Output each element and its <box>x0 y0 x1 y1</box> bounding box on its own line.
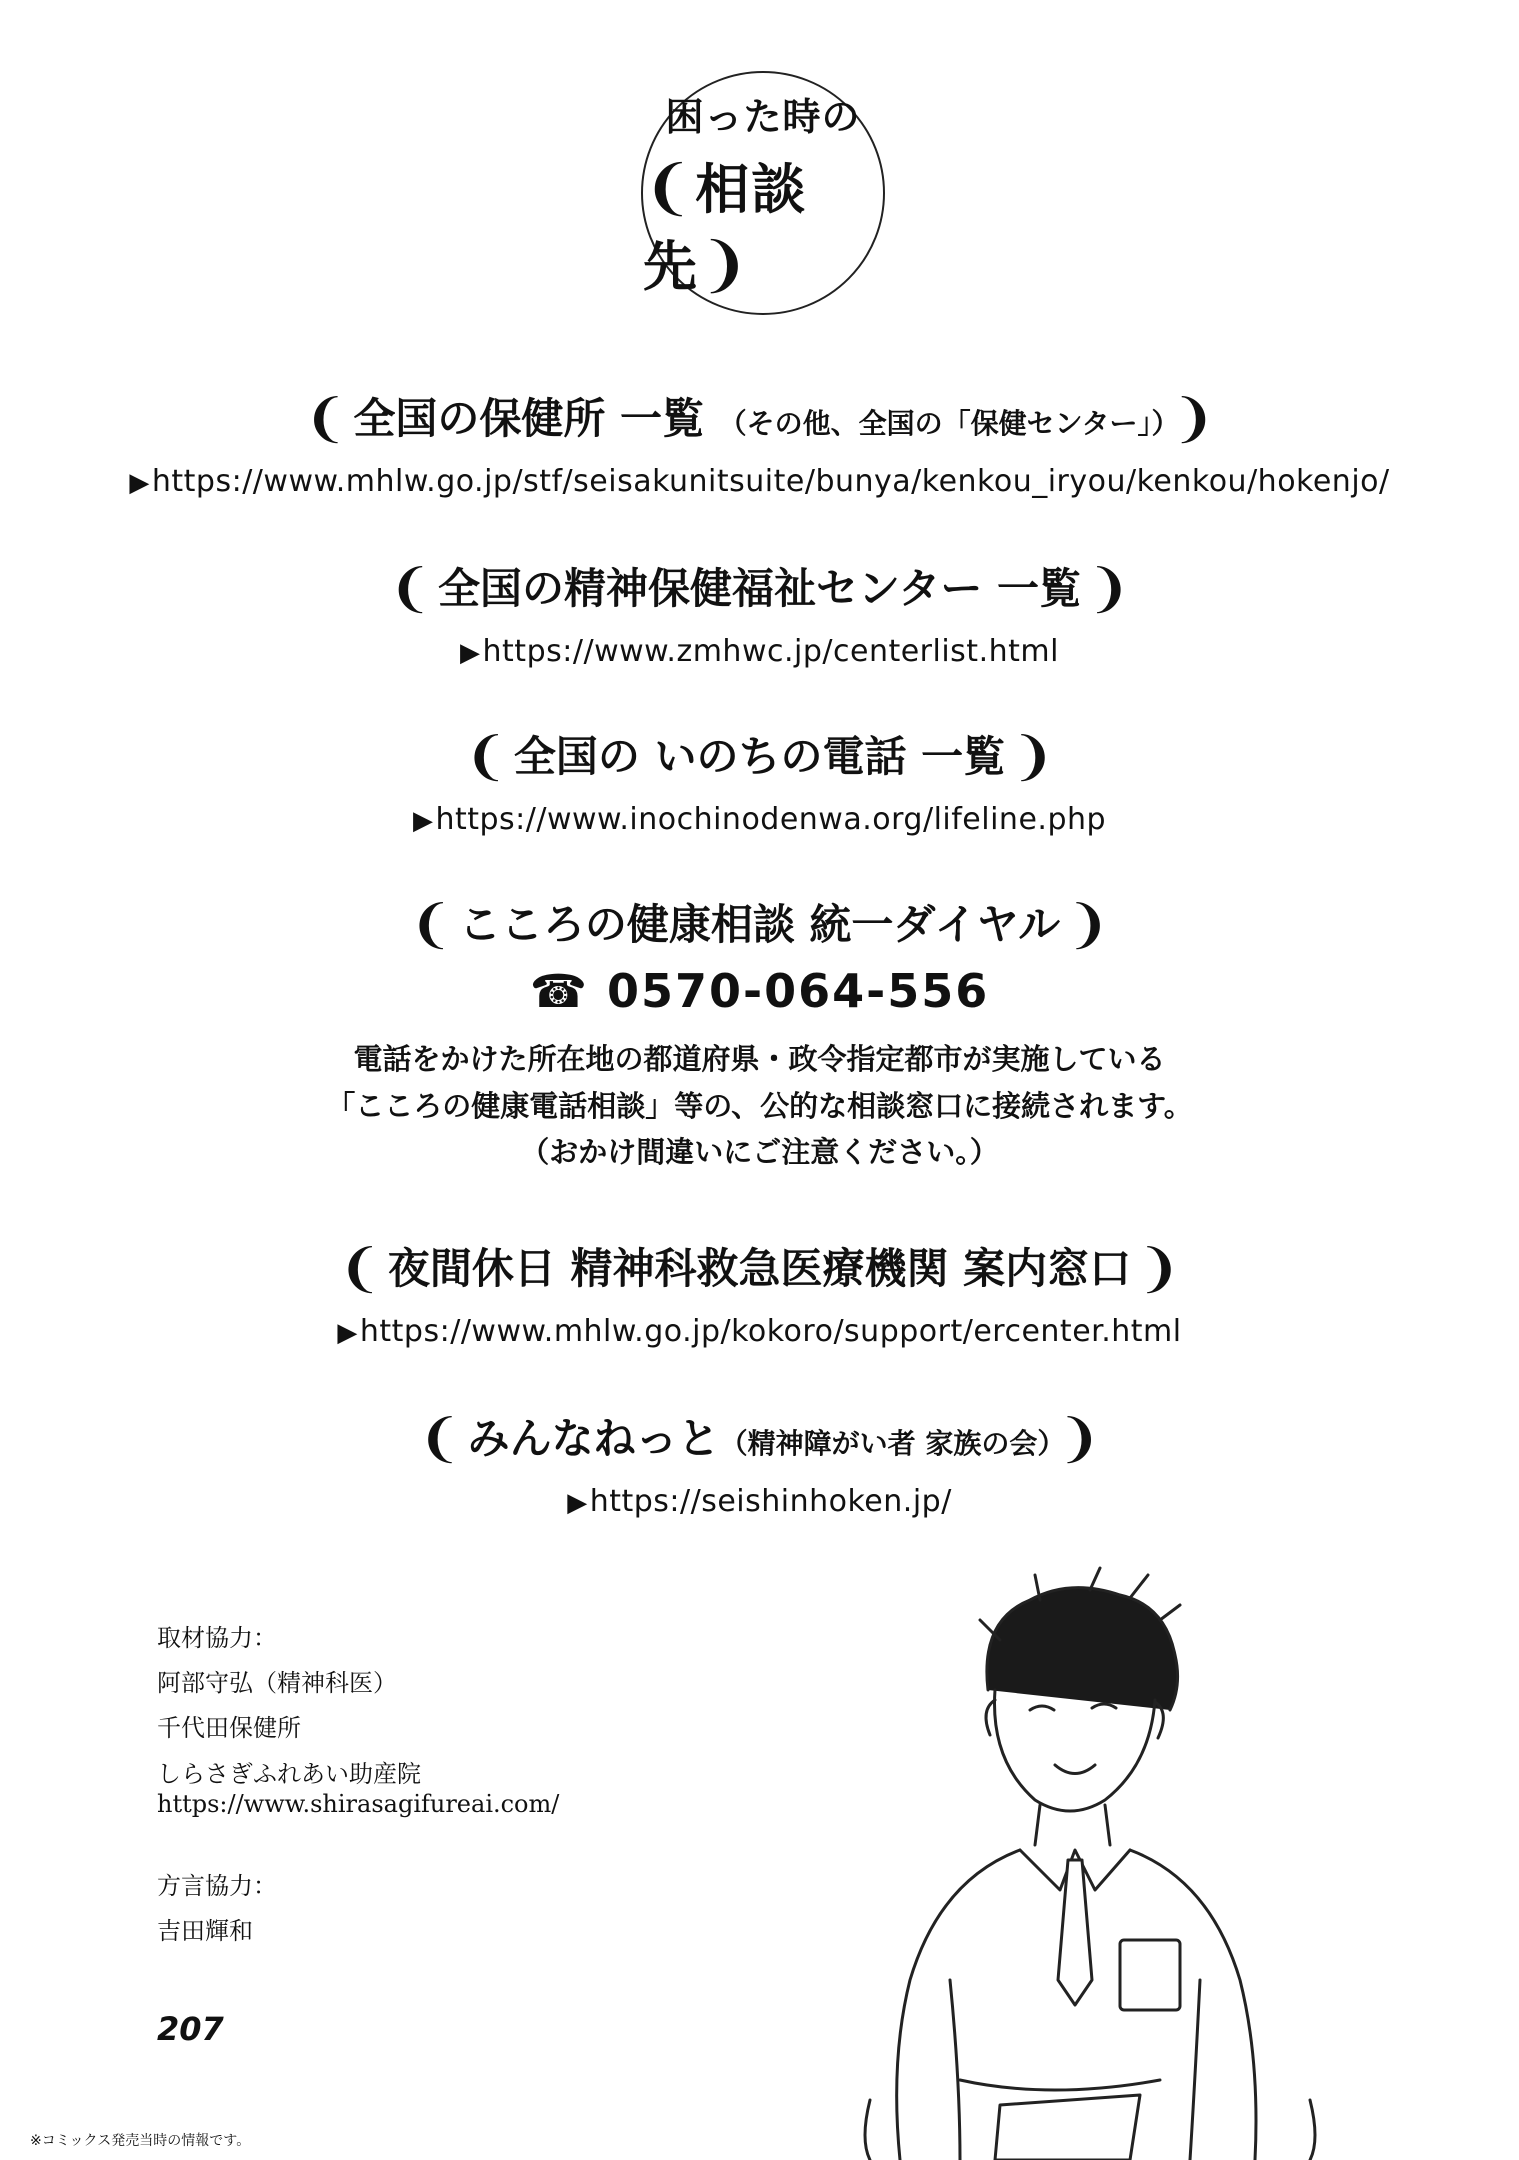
phone-icon: ☎ <box>529 964 590 1019</box>
smiling-man-illustration <box>830 1560 1350 2160</box>
entry-link[interactable] <box>0 464 1519 499</box>
title-line1: 困った時の <box>665 94 861 139</box>
entry-name: 全国の精神保健福祉センター 一覧 <box>438 564 1081 613</box>
desc-line: 「こころの健康電話相談」等の、公的な相談窓口に接続されます。 <box>326 1088 1193 1123</box>
arrow-right-icon: ▶ <box>129 468 150 499</box>
desc-line: 電話をかけた所在地の都道府県・政令指定都市が実施している <box>353 1042 1166 1077</box>
title-circle <box>641 71 885 315</box>
entry-name: 全国の いのちの電話 一覧 <box>513 732 1006 781</box>
phone-number[interactable]: 0570-064-556 <box>607 964 990 1019</box>
page-number: 207 <box>157 2010 224 2048</box>
footnote: ※コミックス発売当時の情報です。 <box>30 2133 251 2149</box>
entry-name: 全国の保健所 一覧 <box>353 394 705 443</box>
bracket-open: ❨ <box>464 727 508 787</box>
entry-heading <box>0 388 1519 450</box>
desc-line: （おかけ間違いにご注意ください。） <box>520 1135 999 1170</box>
bracket-close: ❩ <box>1171 389 1216 449</box>
entry-link[interactable] <box>0 634 1519 669</box>
bracket-close: ❩ <box>1057 1409 1101 1469</box>
entry-link[interactable] <box>0 802 1519 837</box>
entry-name: みんなねっと <box>467 1414 720 1463</box>
arrow-right-icon: ▶ <box>337 1318 358 1349</box>
bracket-open: ❨ <box>409 895 453 955</box>
entry-link[interactable] <box>0 1314 1519 1349</box>
arrow-right-icon: ▶ <box>460 638 481 669</box>
bracket-close: ❩ <box>1011 727 1055 787</box>
title-line2 <box>643 147 883 301</box>
bracket-close: ❩ <box>1086 559 1131 619</box>
entry-phone[interactable] <box>0 964 1519 1018</box>
entry-description <box>0 1036 1519 1175</box>
entry-minna-net <box>0 1408 1519 1519</box>
title-main: 相談先 <box>643 157 808 298</box>
entry-url[interactable]: https://www.inochinodenwa.org/lifeline.php <box>435 802 1107 838</box>
entry-hokenjo <box>0 388 1519 499</box>
bracket-open: ❨ <box>303 389 348 449</box>
entry-seishin-center <box>0 558 1519 669</box>
arrow-right-icon: ▶ <box>412 806 434 837</box>
entry-yakan-kyujitsu <box>0 1238 1519 1349</box>
entry-note: （その他、全国の「保健センター」） <box>718 407 1166 440</box>
bracket-close: ❩ <box>1066 895 1110 955</box>
entry-name: こころの健康相談 統一ダイヤル <box>458 900 1061 949</box>
entry-link[interactable] <box>0 1484 1519 1519</box>
entry-note: （精神障がい者 家族の会） <box>719 1427 1052 1460</box>
credits-interview-label: 取材協力： <box>157 1624 277 1652</box>
credits-dialect-item: 吉田輝和 <box>157 1917 253 1945</box>
entry-url[interactable]: https://www.zmhwc.jp/centerlist.html <box>482 634 1059 670</box>
entry-url[interactable]: https://www.mhlw.go.jp/kokoro/support/ercenter.html <box>359 1314 1182 1350</box>
credits <box>157 1616 559 1954</box>
entry-heading <box>0 558 1519 620</box>
bracket-close: ❩ <box>699 229 752 300</box>
bracket-open: ❨ <box>418 1409 462 1469</box>
entry-name: 夜間休日 精神科救急医療機関 案内窓口 <box>387 1244 1132 1293</box>
bracket-open: ❨ <box>388 559 433 619</box>
credits-interview-item: しらさぎふれあい助産院 <box>157 1760 421 1788</box>
arrow-right-icon: ▶ <box>567 1488 588 1519</box>
credits-interview-item: 阿部守弘（精神科医） <box>157 1669 397 1697</box>
entry-url[interactable]: https://seishinhoken.jp/ <box>589 1484 952 1520</box>
entry-heading <box>0 1408 1519 1470</box>
bracket-open: ❨ <box>643 152 696 223</box>
entry-heading <box>0 894 1519 956</box>
entry-heading <box>0 726 1519 788</box>
entry-url[interactable]: https://www.mhlw.go.jp/stf/seisakunitsuite/bunya/kenkou_iryou/kenkou/hokenjo/ <box>151 464 1390 500</box>
bracket-open: ❨ <box>338 1239 382 1299</box>
entry-heading <box>0 1238 1519 1300</box>
entry-inochi-denwa <box>0 726 1519 837</box>
credits-interview-item: 千代田保健所 <box>157 1714 301 1742</box>
credits-dialect-label: 方言協力： <box>157 1872 277 1900</box>
entry-kokoro-dial <box>0 894 1519 1176</box>
credits-interview-link[interactable]: https://www.shirasagifureai.com/ <box>157 1790 560 1818</box>
bracket-close: ❩ <box>1137 1239 1181 1299</box>
